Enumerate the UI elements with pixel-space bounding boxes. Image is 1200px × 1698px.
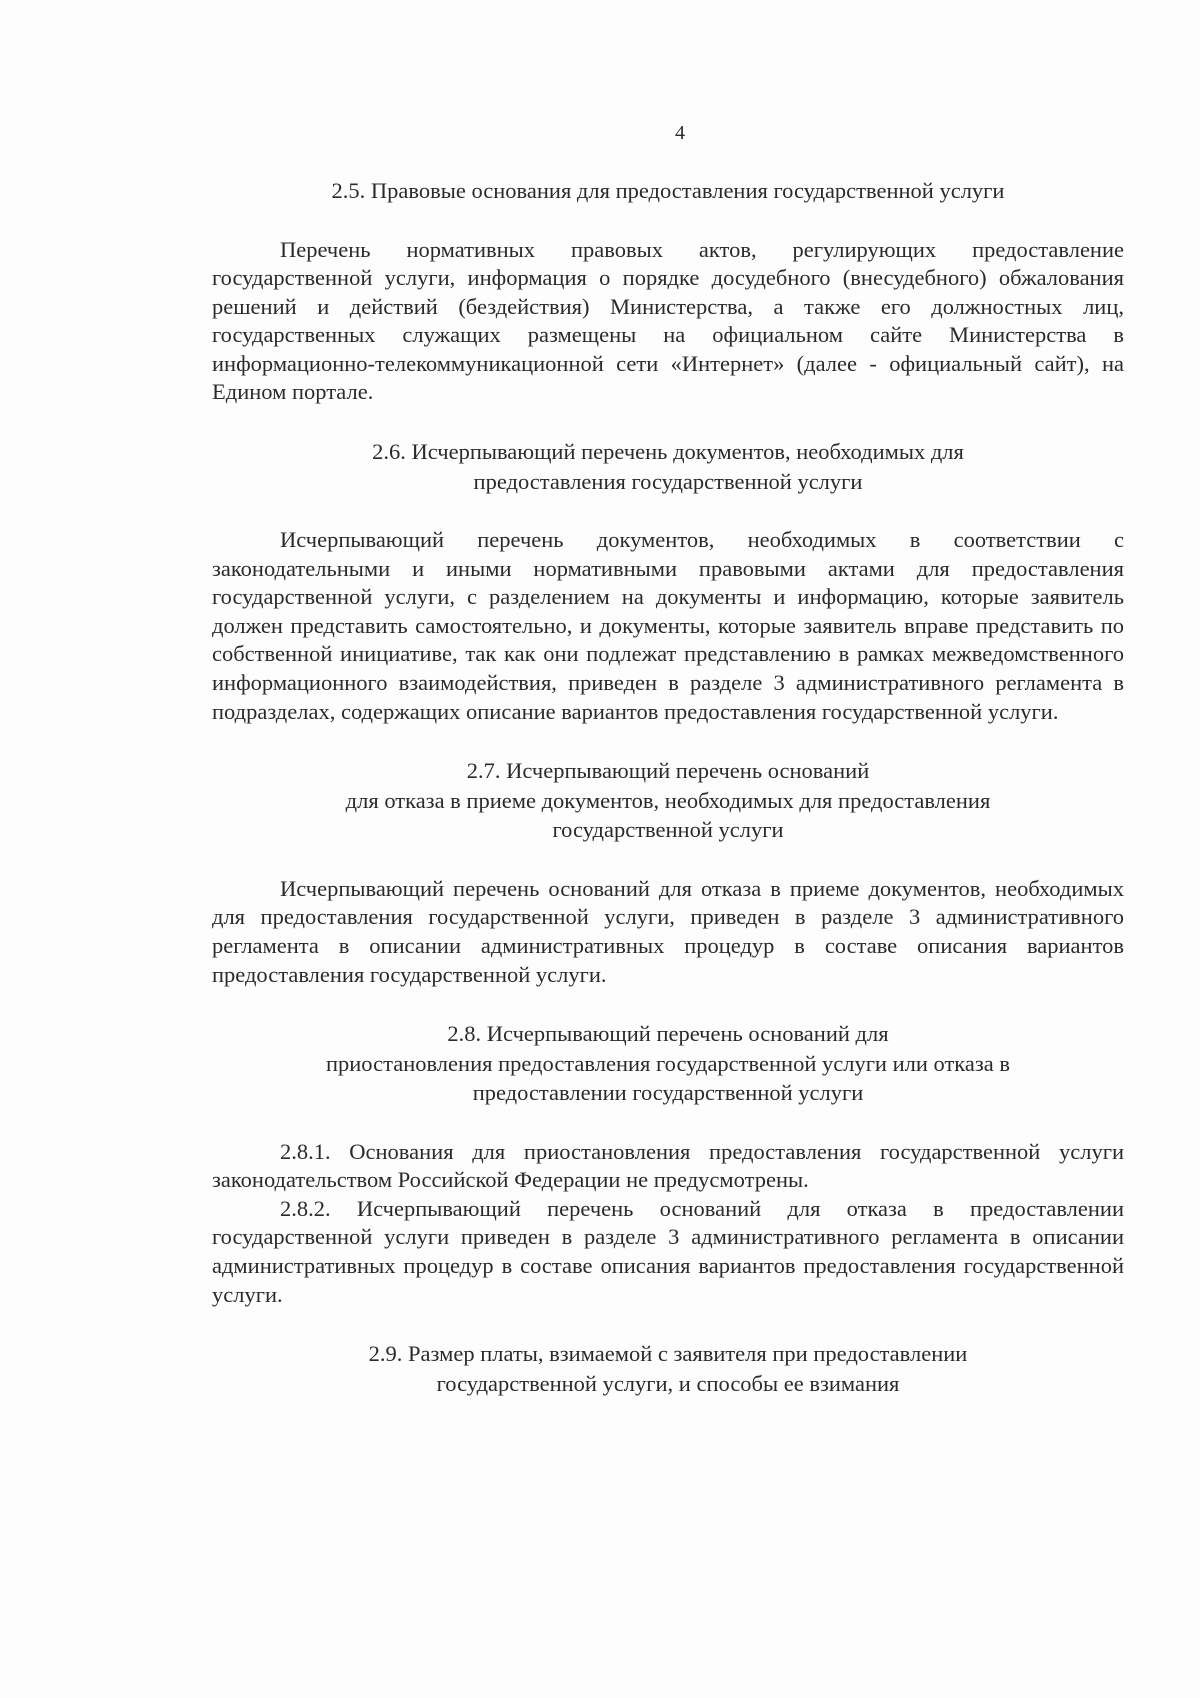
section-paragraph-2-5: Перечень нормативных правовых актов, регулирующих предоставление государственной услуги, информация о порядке досудебного (внесудебного) обжалования решений и действий (бездействия) Министерства, а также его должностных лиц, государственных служащих размещены на официальном сайте Министерства в информационно-телекоммуникационной сети «Интернет» (далее - официальный сайт), на Едином портале. bbox=[212, 236, 1124, 405]
heading-line: для отказа в приеме документов, необходимых для предоставления bbox=[345, 787, 991, 813]
heading-line: предоставления государственной услуги bbox=[473, 468, 863, 494]
heading-line: 2.7. Исчерпывающий перечень оснований bbox=[466, 758, 870, 784]
heading-line: государственной услуги bbox=[552, 817, 784, 843]
section-paragraph-2-8-2: 2.8.2. Исчерпывающий перечень оснований для отказа в предоставлении государственной услуги приведен в разделе 3 административного регламента в описании административных процедур в составе описания вариантов предоставления государственной услуги. bbox=[212, 1195, 1124, 1307]
section-heading-2-7 bbox=[212, 756, 1124, 845]
section-heading-2-8 bbox=[212, 1019, 1124, 1108]
heading-line: 2.8. Исчерпывающий перечень оснований для bbox=[447, 1021, 889, 1047]
heading-line: предоставлении государственной услуги bbox=[472, 1080, 864, 1106]
page-number: 4 bbox=[675, 122, 685, 144]
heading-line: 2.5. Правовые основания для предоставления государственной услуги bbox=[331, 178, 1005, 203]
section-heading-2-6 bbox=[212, 437, 1124, 496]
heading-line: государственной услуги, и способы ее взимания bbox=[436, 1370, 900, 1396]
section-paragraph-2-6: Исчерпывающий перечень документов, необходимых в соответствии с законодательными и иными нормативными правовыми актами для предоставления государственной услуги, с разделением на документы и информацию, которые заявитель должен представить самостоятельно, и документы, которые заявитель вправе представить по собственной инициативе, так как они подлежат представлению в рамках межведомственного информационного взаимодействия, приведен в разделе 3 административного регламента в подразделах, содержащих описание вариантов предоставления государственной услуги. bbox=[212, 527, 1124, 724]
heading-line: приостановления предоставления государственной услуги или отказа в bbox=[325, 1050, 1011, 1076]
heading-line: 2.6. Исчерпывающий перечень документов, необходимых для bbox=[372, 439, 964, 465]
document-body bbox=[212, 176, 1124, 1398]
section-paragraph-2-8-1: 2.8.1. Основания для приостановления предоставления государственной услуги законодательством Российской Федерации не предусмотрены. bbox=[212, 1138, 1124, 1193]
section-heading-2-5 bbox=[212, 176, 1124, 206]
section-heading-2-9 bbox=[212, 1339, 1124, 1398]
section-paragraph-2-7: Исчерпывающий перечень оснований для отказа в приеме документов, необходимых для предоставления государственной услуги, приведен в разделе 3 административного регламента в описании административных процедур в составе описания вариантов предоставления государственной услуги. bbox=[212, 875, 1124, 987]
heading-line: 2.9. Размер платы, взимаемой с заявителя при предоставлении bbox=[368, 1341, 968, 1367]
